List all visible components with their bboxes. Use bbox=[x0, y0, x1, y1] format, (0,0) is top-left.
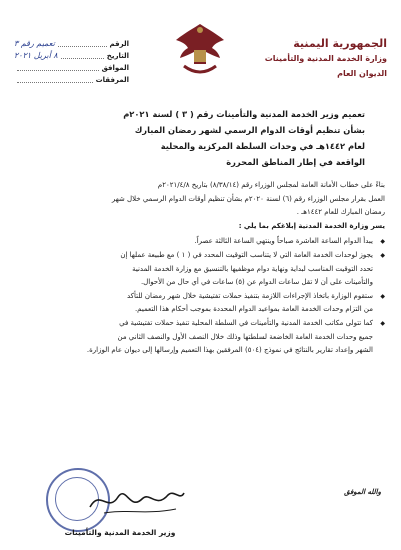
field-corresponding-label: الموافق bbox=[101, 64, 129, 72]
circular-title bbox=[45, 106, 365, 170]
list-item-line: ◆ ستقوم الوزارة باتخاذ الإجراءات اللازمة بتنفيذ حملات تفتيشية خلال شهر رمضان للتأكد bbox=[126, 291, 373, 300]
circular-body bbox=[15, 179, 385, 358]
list-item-line: الشهر وإعداد تقارير بالنتائج في نموذج (٥٠٤) المرفقين بهذا التعميم وإرسالها إلى ديوان عام الوزارة. bbox=[86, 346, 373, 355]
intro-line: العمل بقرار مجلس الوزراء رقم (٦) لسنة ٢٠٢٠م بشأن تنظيم أوقات الدوام الرسمي خلال شهر bbox=[111, 194, 385, 203]
title-line: لعام ١٤٤٢هـ في وحدات السلطة المركزية والمحلية bbox=[160, 141, 365, 151]
handwritten-signature-icon bbox=[86, 483, 186, 519]
list-item-line: ◆ يبدأ الدوام الساعة العاشرة صباحاً وينتهي الساعة الثالثة عصراً. bbox=[194, 237, 373, 246]
intro-line: بناءً على خطاب الأمانة العامة لمجلس الوزراء رقم (٨/٣٨/١٤) بتاريخ ٢٠٢١/٤/٨م bbox=[157, 181, 385, 189]
department-name: الديوان العام bbox=[337, 69, 387, 78]
field-attachments-label: المرفقات bbox=[95, 76, 129, 84]
field-date-label: التاريخ bbox=[106, 52, 129, 60]
ministry-header bbox=[264, 36, 387, 81]
list-item bbox=[15, 235, 385, 249]
list-item-line: جميع وحدات الخدمة العامة الخاضعة لسلطتها وذلك خلال النصف الأول والنصف الثاني من bbox=[117, 332, 373, 341]
list-item-line: والتأمينات على أن لا تقل ساعات الدوام عن (٥) ساعات في أي حال من الأحوال. bbox=[140, 278, 373, 287]
country-name: الجمهورية اليمنية bbox=[293, 37, 387, 50]
signature-area bbox=[46, 458, 196, 536]
field-date bbox=[14, 50, 129, 62]
intro-line: رمضان المبارك للعام ١٤٤٢هـ . bbox=[296, 208, 385, 217]
title-line: الواقعة في إطار المناطق المحررة bbox=[226, 157, 365, 167]
field-number-value: تعمیم رقم ٣ bbox=[14, 39, 55, 48]
ministry-name: وزارة الخدمة المدنية والتأمينات bbox=[264, 54, 387, 63]
reference-fields bbox=[14, 38, 129, 86]
closing-phrase: والله الموفق bbox=[344, 488, 381, 496]
list-item bbox=[15, 317, 385, 358]
list-item-line: تحدد التوقيت المناسب لبداية ونهاية دوام موظفيها بالتنسيق مع وزارة الخدمة المدنية bbox=[132, 264, 373, 273]
eagle-emblem-icon bbox=[172, 20, 228, 82]
title-line: تعميم وزير الخدمة المدنية والتأمينات رقم ( ٣ ) لسنة ٢٠٢١م bbox=[123, 109, 365, 119]
field-date-value: ٨ أبريل ٢٠٢١ bbox=[14, 51, 58, 60]
list-item bbox=[15, 290, 385, 317]
field-number-label: الرقم bbox=[109, 40, 129, 48]
list-item bbox=[15, 249, 385, 290]
list-item-line: ◆ كما تتولى مكاتب الخدمة المدنية والتأمينات في السلطة المحلية تنفيذ حملات تفتيشية في bbox=[119, 318, 373, 327]
title-line: بشأن تنظيم أوقات الدوام الرسمي لشهر رمضان المبارك bbox=[134, 125, 365, 135]
list-item-line: ◆ يجوز لوحدات الخدمة العامة التي لا يتناسب التوقيت المحدد في ( ١ ) مع طبيعة عملها إن bbox=[120, 250, 373, 259]
field-corresponding bbox=[14, 62, 129, 74]
field-attachments bbox=[14, 74, 129, 86]
intro-line: يسر وزارة الخدمة المدنية إبلاغكم بما يلي : bbox=[238, 221, 385, 230]
field-number bbox=[14, 38, 129, 50]
list-item-line: من التزام وحدات الخدمة العامة بمواعيد الدوام المحددة بموجب أحكام هذا التعميم. bbox=[134, 305, 373, 314]
minister-title: وزير الخدمة المدنية والتأمينات bbox=[64, 528, 176, 537]
